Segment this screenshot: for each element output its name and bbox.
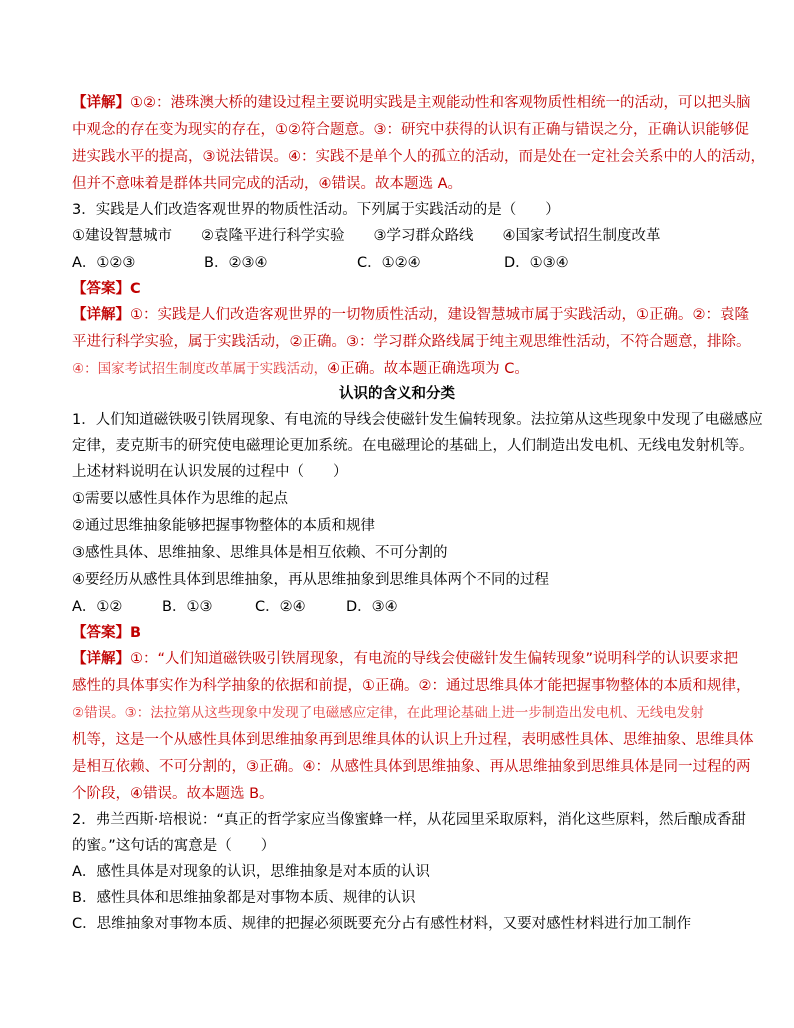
- detail-tag: 【详解】: [72, 651, 130, 667]
- detail-text: ①②：港珠澳大桥的建设过程主要说明实践是主观能动性和客观物质性相统一的活动，可以把头脑: [130, 95, 751, 111]
- question-stem: 1．人们知道磁铁吸引铁屑现象、有电流的导线会使磁针发生偏转现象。法拉第从这些现象中发现了电磁感应: [72, 412, 763, 428]
- option-c: C．思维抽象对事物本质、规律的把握必须既要充分占有感性材料，又要对感性材料进行加工制作: [72, 916, 692, 932]
- question-stem: 上述材料说明在认识发展的过程中（ ）: [72, 464, 348, 480]
- option-a: A．感性具体是对现象的认识，思维抽象是对本质的认识: [72, 864, 430, 880]
- option-d: D．③④: [346, 599, 398, 615]
- question-item: ②通过思维抽象能够把握事物整体的本质和规律: [72, 518, 375, 534]
- detail-text: ①：“人们知道磁铁吸引铁屑现象，有电流的导线会使磁针发生偏转现象”说明科学的认识要求把: [130, 651, 739, 667]
- answer-line: [72, 279, 141, 299]
- answer-line: [72, 623, 141, 643]
- detail-paragraph-line: [72, 649, 738, 669]
- question-stem: 2．弗兰西斯·培根说：“真正的哲学家应当像蜜蜂一样，从花园里采取原料，消化这些原料，然后酿成香甜: [72, 812, 746, 828]
- detail-paragraph-line: 机等，这是一个从感性具体到思维抽象再到思维具体的认识上升过程，表明感性具体、思维抽象、思维具体: [72, 732, 754, 748]
- detail-paragraph-line: 是相互依赖、不可分割的，③正确。④：从感性具体到思维抽象、再从思维抽象到思维具体是同一过程的两: [72, 759, 751, 775]
- answer-value: B: [130, 625, 142, 641]
- option-a: A．①②③: [72, 255, 136, 271]
- question-item: ③感性具体、思维抽象、思维具体是相互依赖、不可分割的: [72, 545, 448, 561]
- question-stem: 的蜜。”这句话的寓意是（ ）: [72, 838, 276, 854]
- detail-paragraph-line: [72, 305, 749, 325]
- question-item: ④要经历从感性具体到思维抽象，再从思维抽象到思维具体两个不同的过程: [72, 572, 549, 588]
- answer-tag: 【答案】: [72, 281, 130, 297]
- question-stem: 定律，麦克斯韦的研究使电磁理论更加系统。在电磁理论的基础上，人们制造出发电机、无线电发射机等。: [72, 438, 754, 454]
- option-c: C．②④: [255, 599, 306, 615]
- option-c: C．①②④: [357, 255, 421, 271]
- detail-paragraph-line: 个阶段，④错误。故本题选 B。: [72, 786, 274, 802]
- option-b: B．②③④: [204, 255, 268, 271]
- option-a: A．①②: [72, 599, 123, 615]
- question-item: ①需要以感性具体作为思维的起点: [72, 491, 288, 507]
- detail-paragraph-line: 但并不意味着是群体共同完成的活动，④错误。故本题选 A。: [72, 176, 463, 192]
- detail-paragraph-line: 感性的具体事实作为科学抽象的依据和前提，①正确。②：通过思维具体才能把握事物整体的本质和规律，: [72, 678, 751, 694]
- detail-tag: 【详解】: [72, 307, 130, 323]
- detail-tag: 【详解】: [72, 95, 130, 111]
- detail-paragraph-line: [72, 359, 529, 379]
- answer-value: C: [130, 281, 141, 297]
- option-d: D．①③④: [504, 255, 569, 271]
- answer-tag: 【答案】: [72, 625, 130, 641]
- detail-text: ④正确。故本题正确选项为 C。: [327, 361, 529, 377]
- question-items: ①建设智慧城市 ②袁隆平进行科学实验 ③学习群众路线 ④国家考试招生制度改革: [72, 228, 661, 244]
- detail-paragraph-line: 中观念的存在变为现实的存在，①②符合题意。③：研究中获得的认识有正确与错误之分，正确认识能够促: [72, 122, 749, 138]
- option-b: B．感性具体和思维抽象都是对事物本质、规律的认识: [72, 890, 416, 906]
- detail-paragraph-line: ②错误。③：法拉第从这些现象中发现了电磁感应定律，在此理论基础上进一步制造出发电机、无线电发射: [72, 705, 704, 721]
- section-title: 认识的含义和分类: [339, 386, 455, 402]
- detail-text: ①：实践是人们改造客观世界的一切物质性活动，建设智慧城市属于实践活动，①正确。②：袁隆: [130, 307, 749, 323]
- detail-paragraph-line: 平进行科学实验，属于实践活动，②正确。③：学习群众路线属于纯主观思维性活动，不符合题意，排除。: [72, 334, 751, 350]
- detail-paragraph-line: 进实践水平的提高，③说法错误。④：实践不是单个人的孤立的活动，而是处在一定社会关系中的人的活动，: [72, 149, 765, 165]
- detail-paragraph-line: [72, 93, 751, 113]
- question-options: [72, 253, 569, 273]
- question-options: [72, 597, 398, 617]
- question-stem: 3．实践是人们改造客观世界的物质性活动。下列属于实践活动的是（ ）: [72, 202, 560, 218]
- detail-text: ④：国家考试招生制度改革属于实践活动，: [72, 361, 328, 377]
- option-b: B．①③: [162, 599, 213, 615]
